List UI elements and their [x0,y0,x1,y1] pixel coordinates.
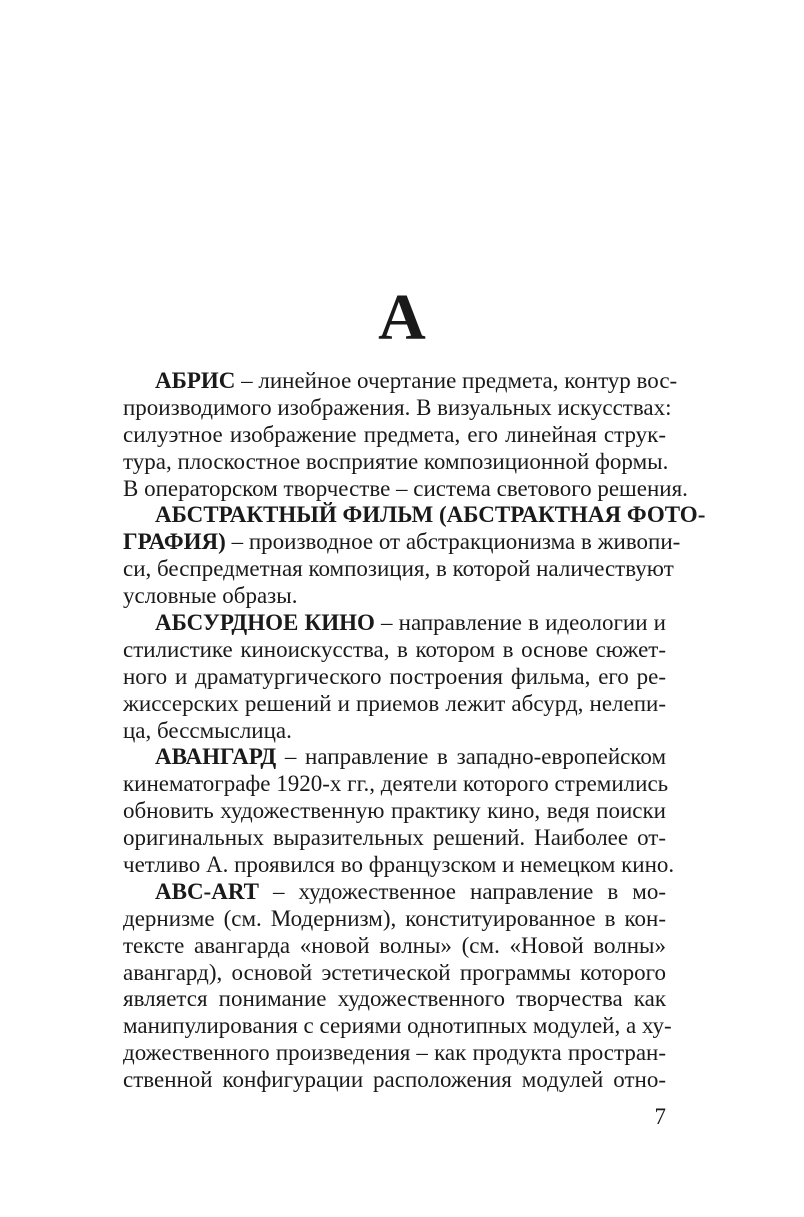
entry-term-continuation: ГРАФИЯ) [123,529,226,555]
entry-line: стилистике киноискусства, в котором в основе сюжет- [123,636,666,662]
entry-text: – направление в идеологии и [374,610,666,636]
entry-line: оригинальных выразительных решений. Наиболее от- [123,825,666,851]
entry-line [123,610,666,637]
entry-line: жиссерских решений и приемов лежит абсурд, нелепи- [123,690,666,716]
entry-line [123,529,681,556]
entry-term: АВАНГАРД [155,744,277,770]
entry-line: тексте авангарда «новой волны» (см. «Новой волны» [123,932,666,958]
entry-line: дожественного произведения – как продукта простран- [123,1040,666,1066]
entry-line: ственной конфигурации расположения модулей отно- [123,1067,666,1093]
entry-line [123,502,706,529]
entry-line: обновить художественную практику кино, ведя поиски [123,798,666,824]
dictionary-entries [123,368,706,1094]
entry-text: – художественное направление в мо- [258,878,666,904]
entry-line: ца, бессмыслица. [123,717,292,743]
section-letter-heading: А [378,281,426,354]
entry-line: авангард), основой эстетической программы которого [123,959,666,985]
entry-line: является понимание художественного творчества как [123,986,666,1012]
entry-term: АБСТРАКТНЫЙ ФИЛЬМ (АБСТРАКТНАЯ ФОТО- [155,502,706,528]
entry-line [123,368,678,395]
page-number: 7 [654,1104,666,1129]
entry-line: производимого изображения. В визуальных искусствах: [123,394,672,420]
entry-line: четливо А. проявился во французском и немецком кино. [123,852,675,878]
entry-line: дернизме (см. Модернизм), конституированное в кон- [123,905,666,931]
entry-line: кинематографе 1920-х гг., деятели которого стремились [123,771,669,797]
entry-text: – производное от абстракционизма в живопи- [225,529,681,555]
entry-line [123,744,666,771]
entry-text: – линейное очертание предмета, контур вос- [235,368,678,393]
entry-line: ного и драматургического построения фильма, его ре- [123,663,666,689]
entry-line: тура, плоскостное восприятие композиционной формы. [123,448,669,474]
entry-term: ABC-ART [155,878,259,904]
entry-term: АБРИС [155,368,236,393]
entry-line: В операторском творчестве – система светового решения. [123,475,688,501]
entry-line [123,879,666,906]
entry-text: – направление в западно-европейском [276,744,666,770]
entry-line: си, беспредметная композиция, в которой наличествуют [123,556,674,582]
entry-line: силуэтное изображение предмета, его линейная струк- [123,421,666,447]
entry-line: манипулирования с сериями однотипных модулей, а ху- [123,1013,672,1039]
entry-line: условные образы. [123,583,298,609]
entry-term: АБСУРДНОЕ КИНО [155,610,375,636]
